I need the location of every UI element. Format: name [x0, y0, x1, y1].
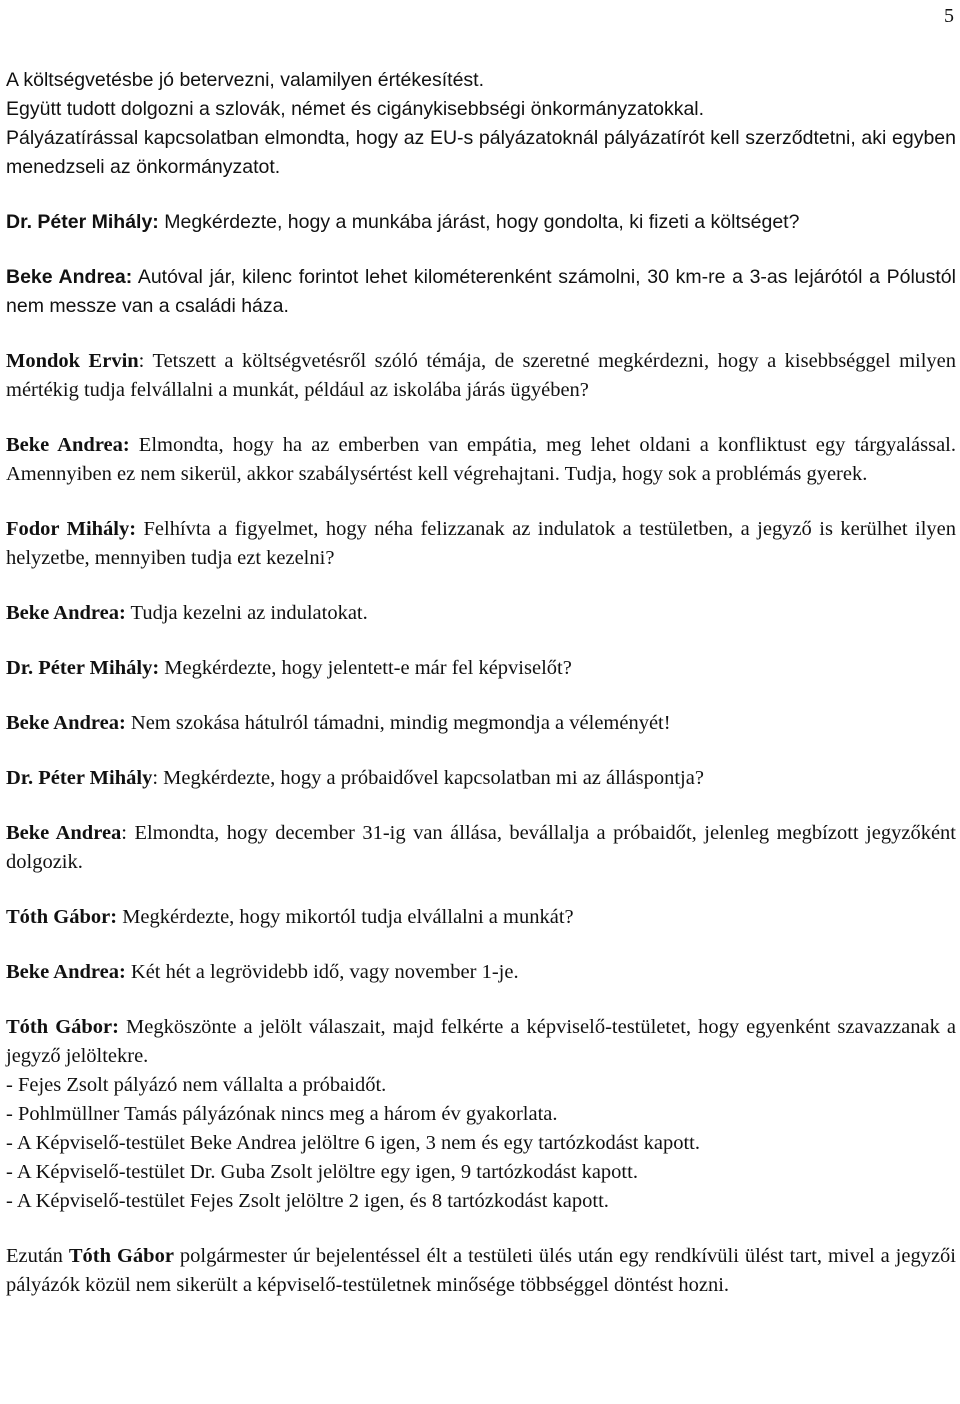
list-item: - A Képviselő-testület Beke Andrea jelöltre 6 igen, 3 nem és egy tartózkodást kapott.: [6, 1132, 700, 1154]
statement-text: Tudja kezelni az indulatokat.: [125, 602, 368, 624]
statement-text: Megkérdezte, hogy a munkába járást, hogy gondolta, ki fizeti a költséget?: [158, 211, 800, 233]
speaker-name: Dr. Péter Mihály:: [6, 657, 160, 679]
speaker-name: Beke Andrea:: [6, 266, 133, 288]
list-item: - A Képviselő-testület Dr. Guba Zsolt jelöltre egy igen, 9 tartózkodást kapott.: [6, 1161, 638, 1183]
statement-text: Nem szokása hátulról támadni, mindig megmondja a véleményét!: [125, 712, 671, 734]
statement-text: Megkérdezte, hogy jelentett-e már fel képviselőt?: [159, 657, 572, 679]
answer-beke-3: [6, 599, 956, 628]
question-peter-1: [6, 208, 956, 237]
speaker-name: Dr. Péter Mihály: [6, 767, 153, 789]
speaker-name: Tóth Gábor:: [6, 906, 118, 928]
closing-statement-toth: [6, 1013, 956, 1071]
vote-results-list: [6, 1071, 956, 1216]
statement-text: Elmondta, hogy ha az emberben van empátia, meg lehet oldani a konfliktust egy tárgyalással. Amennyiben ez nem sikerül, akkor szabálysértést kell végrehajtani. Tudja, hogy sok a problémás gyerek.: [6, 434, 957, 485]
list-item: - Pohlmüllner Tamás pályázónak nincs meg a három év gyakorlata.: [6, 1103, 558, 1125]
speaker-name: Tóth Gábor:: [6, 1016, 119, 1038]
statement-text: : Elmondta, hogy december 31-ig van állása, bevállalja a próbaidőt, jelenleg megbízott jegyzőként dolgozik.: [6, 822, 956, 873]
statement-prefix: Ezután: [6, 1245, 69, 1267]
speaker-name: Beke Andrea: [6, 822, 122, 844]
statement-text: Megkérdezte, hogy mikortól tudja elvállalni a munkát?: [117, 906, 574, 928]
statement-text: : Tetszett a költségvetésről szóló témája, de szeretné megkérdezni, hogy a kisebbséggel milyen mértékig tudja felvállalni a munkát, például az iskolába járás ügyében?: [6, 350, 956, 401]
statement-text: Megköszönte a jelölt válaszait, majd felkérte a képviselő-testületet, hogy egyenként szavazzanak a jegyző jelöltekre.: [6, 1016, 956, 1067]
intro-line: A költségvetésbe jó betervezni, valamilyen értékesítést.: [6, 69, 484, 91]
question-toth: [6, 903, 956, 932]
statement-text: Két hét a legrövidebb idő, vagy november 1-je.: [125, 961, 519, 983]
document-body: [6, 66, 956, 1326]
speaker-name: Fodor Mihály:: [6, 518, 137, 540]
statement-text: Felhívta a figyelmet, hogy néha felizzanak az indulatok a testületben, a jegyző is kerülhet ilyen helyzetbe, mennyiben tudja ezt kezelni?: [6, 518, 956, 569]
question-fodor: [6, 515, 956, 573]
question-mondok: [6, 347, 956, 405]
answer-beke-6: [6, 958, 956, 987]
question-peter-2: [6, 654, 956, 683]
speaker-name: Beke Andrea:: [6, 434, 130, 456]
answer-beke-2: [6, 431, 956, 489]
final-paragraph: [6, 1242, 956, 1300]
speaker-name: Dr. Péter Mihály:: [6, 211, 159, 233]
answer-beke-1: [6, 263, 956, 321]
answer-beke-4: [6, 709, 956, 738]
speaker-name: Beke Andrea:: [6, 712, 126, 734]
speaker-name: Beke Andrea:: [6, 961, 126, 983]
statement-text: polgármester úr bejelentéssel élt a testületi ülés után egy rendkívüli ülést tart, mivel a jegyzői pályázók közül nem sikerült a képviselő-testületnek minősége többséggel döntést hozni.: [6, 1245, 956, 1296]
intro-paragraph: [6, 66, 956, 182]
intro-line: Együtt tudott dolgozni a szlovák, német és cigánykisebbségi önkormányzatokkal.: [6, 98, 705, 120]
speaker-name: Beke Andrea:: [6, 602, 126, 624]
question-peter-3: [6, 764, 956, 793]
answer-beke-5: [6, 819, 956, 877]
speaker-name: Mondok Ervin: [6, 350, 139, 372]
intro-line: Pályázatírással kapcsolatban elmondta, hogy az EU-s pályázatoknál pályázatírót kell szerződtetni, aki egyben menedzseli az önkormányzatot.: [6, 127, 956, 178]
statement-text: Autóval jár, kilenc forintot lehet kilométerenként számolni, 30 km-re a 3-as lejárótól a Pólustól nem messze van a családi háza.: [6, 266, 956, 317]
speaker-name: Tóth Gábor: [68, 1245, 174, 1267]
list-item: - A Képviselő-testület Fejes Zsolt jelöltre 2 igen, és 8 tartózkodást kapott.: [6, 1190, 609, 1212]
list-item: - Fejes Zsolt pályázó nem vállalta a próbaidőt.: [6, 1074, 387, 1096]
page-number: 5: [944, 5, 954, 27]
statement-text: : Megkérdezte, hogy a próbaidővel kapcsolatban mi az álláspontja?: [152, 767, 704, 789]
